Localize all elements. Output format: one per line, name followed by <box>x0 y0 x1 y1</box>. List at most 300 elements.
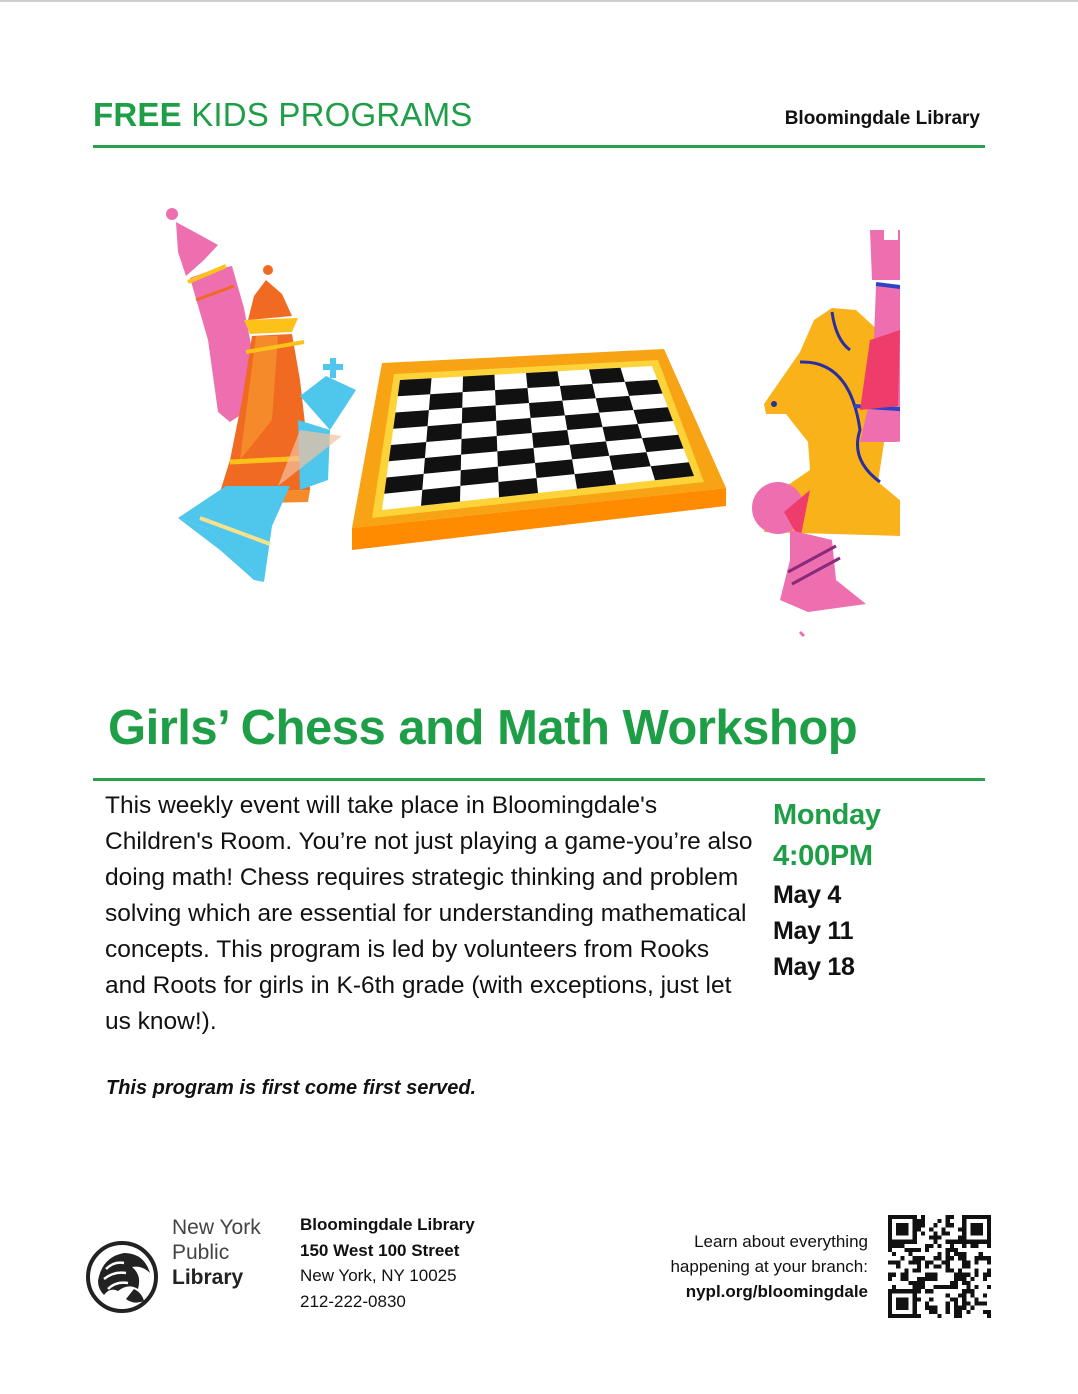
qr-module <box>896 1223 900 1227</box>
qr-module <box>925 1277 929 1281</box>
qr-module <box>888 1297 892 1301</box>
qr-module <box>933 1273 937 1277</box>
qr-module <box>913 1219 917 1223</box>
qr-module <box>909 1314 913 1318</box>
qr-module <box>909 1289 913 1293</box>
qr-code-icon[interactable] <box>888 1215 991 1318</box>
board-square <box>398 378 432 396</box>
qr-module <box>888 1240 892 1244</box>
qr-module <box>888 1215 892 1219</box>
qr-module <box>987 1269 991 1273</box>
qr-module <box>946 1302 950 1306</box>
qr-module <box>913 1248 917 1252</box>
qr-module <box>962 1231 966 1235</box>
qr-module <box>946 1293 950 1297</box>
qr-module <box>921 1231 925 1235</box>
logo-line: New York <box>172 1216 261 1239</box>
qr-module <box>979 1240 983 1244</box>
event-title: Girls’ Chess and Math Workshop <box>108 701 858 755</box>
qr-module <box>975 1223 979 1227</box>
qr-module <box>962 1277 966 1281</box>
qr-module <box>966 1215 970 1219</box>
qr-module <box>917 1277 921 1281</box>
qr-module <box>937 1252 941 1256</box>
qr-module <box>917 1264 921 1268</box>
learn-line: Learn about everything <box>694 1232 868 1251</box>
qr-module <box>904 1227 908 1231</box>
qr-module <box>950 1281 954 1285</box>
qr-module <box>946 1231 950 1235</box>
qr-module <box>954 1252 958 1256</box>
qr-module <box>933 1240 937 1244</box>
qr-module <box>954 1302 958 1306</box>
qr-module <box>933 1277 937 1281</box>
qr-module <box>962 1252 966 1256</box>
qr-module <box>896 1244 900 1248</box>
qr-module <box>900 1256 904 1260</box>
qr-module <box>987 1260 991 1264</box>
qr-module <box>929 1244 933 1248</box>
qr-module <box>917 1219 921 1223</box>
schedule-dates <box>773 877 973 985</box>
event-note: This program is first come first served. <box>106 1077 477 1099</box>
qr-module <box>954 1248 958 1252</box>
qr-module <box>946 1260 950 1264</box>
board-square <box>633 407 673 424</box>
board-square <box>589 368 625 384</box>
qr-module <box>909 1215 913 1219</box>
qr-module <box>966 1273 970 1277</box>
qr-module <box>921 1256 925 1260</box>
qr-module <box>970 1231 974 1235</box>
qr-module <box>929 1297 933 1301</box>
qr-module <box>962 1236 966 1240</box>
qr-module <box>975 1285 979 1289</box>
qr-module <box>970 1240 974 1244</box>
qr-module <box>970 1215 974 1219</box>
qr-module <box>896 1289 900 1293</box>
qr-module <box>970 1293 974 1297</box>
address-city: New York, NY 10025 <box>300 1266 457 1285</box>
qr-module <box>942 1231 946 1235</box>
qr-module <box>896 1227 900 1231</box>
qr-module <box>937 1285 941 1289</box>
qr-module <box>970 1289 974 1293</box>
qr-module <box>946 1240 950 1244</box>
qr-module <box>933 1306 937 1310</box>
qr-module <box>917 1285 921 1289</box>
schedule <box>773 795 973 985</box>
qr-module <box>966 1302 970 1306</box>
qr-module <box>929 1236 933 1240</box>
qr-module <box>966 1289 970 1293</box>
schedule-date: May 18 <box>773 953 855 981</box>
qr-module <box>966 1281 970 1285</box>
qr-module <box>888 1277 892 1281</box>
qr-module <box>913 1260 917 1264</box>
qr-module <box>962 1293 966 1297</box>
qr-module <box>888 1248 892 1252</box>
qr-module <box>987 1227 991 1231</box>
qr-module <box>892 1314 896 1318</box>
qr-module <box>913 1215 917 1219</box>
qr-module <box>979 1227 983 1231</box>
qr-module <box>937 1244 941 1248</box>
qr-module <box>970 1227 974 1231</box>
qr-module <box>913 1289 917 1293</box>
qr-module <box>888 1227 892 1231</box>
schedule-day: Monday <box>773 799 881 831</box>
qr-module <box>909 1260 913 1264</box>
qr-module <box>987 1285 991 1289</box>
qr-module <box>958 1273 962 1277</box>
qr-module <box>958 1256 962 1260</box>
qr-module <box>975 1273 979 1277</box>
qr-module <box>900 1244 904 1248</box>
qr-module <box>975 1244 979 1248</box>
qr-module <box>925 1306 929 1310</box>
qr-module <box>913 1281 917 1285</box>
qr-module <box>913 1236 917 1240</box>
qr-module <box>900 1289 904 1293</box>
qr-module <box>954 1277 958 1281</box>
qr-module <box>958 1236 962 1240</box>
header-free: FREE <box>93 96 182 133</box>
qr-module <box>909 1252 913 1256</box>
qr-module <box>917 1248 921 1252</box>
qr-module <box>925 1248 929 1252</box>
qr-module <box>888 1314 892 1318</box>
board-square <box>462 405 496 423</box>
qr-module <box>933 1223 937 1227</box>
qr-module <box>892 1285 896 1289</box>
qr-module <box>913 1297 917 1301</box>
qr-module <box>896 1306 900 1310</box>
qr-module <box>929 1273 933 1277</box>
qr-module <box>946 1285 950 1289</box>
qr-module <box>925 1264 929 1268</box>
qr-module <box>896 1264 900 1268</box>
qr-module <box>917 1269 921 1273</box>
qr-module <box>888 1293 892 1297</box>
qr-module <box>929 1306 933 1310</box>
qr-module <box>962 1215 966 1219</box>
branch-link[interactable]: nypl.org/bloomingdale <box>685 1282 868 1301</box>
qr-module <box>900 1314 904 1318</box>
branch-address <box>300 1212 475 1314</box>
qr-module <box>896 1240 900 1244</box>
qr-module <box>962 1260 966 1264</box>
qr-module <box>954 1273 958 1277</box>
board-square <box>596 396 634 413</box>
qr-module <box>966 1285 970 1289</box>
board-square <box>625 380 663 396</box>
qr-module <box>954 1314 958 1318</box>
qr-module <box>954 1306 958 1310</box>
qr-module <box>958 1293 962 1297</box>
qr-module <box>937 1236 941 1240</box>
qr-module <box>904 1231 908 1235</box>
qr-module <box>900 1215 904 1219</box>
qr-module <box>896 1260 900 1264</box>
qr-module <box>929 1289 933 1293</box>
qr-module <box>983 1277 987 1281</box>
board-square <box>529 401 565 418</box>
header-programs: KIDS PROGRAMS <box>191 96 473 133</box>
qr-module <box>933 1236 937 1240</box>
board-square <box>560 384 596 401</box>
qr-module <box>917 1223 921 1227</box>
board-square <box>496 418 532 436</box>
qr-module <box>962 1256 966 1260</box>
qr-module <box>958 1240 962 1244</box>
qr-module <box>970 1306 974 1310</box>
board-square <box>495 388 529 405</box>
qr-module <box>958 1277 962 1281</box>
qr-module <box>933 1256 937 1260</box>
qr-module <box>962 1281 966 1285</box>
header <box>93 96 985 146</box>
qr-module <box>975 1240 979 1244</box>
qr-module <box>942 1285 946 1289</box>
qr-module <box>975 1302 979 1306</box>
qr-module <box>987 1256 991 1260</box>
qr-module <box>917 1314 921 1318</box>
board-square <box>393 410 429 429</box>
qr-module <box>975 1215 979 1219</box>
qr-module <box>954 1281 958 1285</box>
board-square <box>426 423 462 442</box>
qr-module <box>892 1260 896 1264</box>
logo-line: Public <box>172 1241 230 1264</box>
qr-module <box>983 1302 987 1306</box>
qr-module <box>937 1264 941 1268</box>
qr-module <box>950 1244 954 1248</box>
qr-module <box>987 1244 991 1248</box>
qr-module <box>888 1306 892 1310</box>
board-square <box>565 413 603 430</box>
qr-module <box>962 1227 966 1231</box>
qr-module <box>900 1302 904 1306</box>
qr-module <box>921 1215 925 1219</box>
qr-module <box>946 1252 950 1256</box>
qr-module <box>962 1244 966 1248</box>
qr-module <box>946 1256 950 1260</box>
event-description: This weekly event will take place in Bloomingdale's Children's Room. You’re not just playing a game-you’re also doing math! Chess requires strategic thinking and problem solving which are essential for understanding mathematical concepts. This program is led by volunteers from Rooks and Roots for girls in K-6th grade (with exceptions, just let us know!). <box>105 792 753 1035</box>
qr-module <box>975 1297 979 1301</box>
qr-module <box>946 1310 950 1314</box>
qr-module <box>913 1256 917 1260</box>
qr-module <box>958 1314 962 1318</box>
qr-module <box>913 1269 917 1273</box>
qr-module <box>900 1277 904 1281</box>
qr-module <box>958 1310 962 1314</box>
qr-module <box>925 1244 929 1248</box>
qr-module <box>917 1256 921 1260</box>
qr-module <box>950 1223 954 1227</box>
qr-module <box>954 1240 958 1244</box>
qr-module <box>913 1302 917 1306</box>
qr-module <box>975 1231 979 1235</box>
qr-module <box>966 1310 970 1314</box>
qr-module <box>904 1277 908 1281</box>
qr-module <box>925 1302 929 1306</box>
qr-module <box>933 1231 937 1235</box>
qr-module <box>979 1252 983 1256</box>
board-square <box>463 375 495 392</box>
qr-module <box>979 1302 983 1306</box>
qr-module <box>946 1248 950 1252</box>
qr-module <box>900 1297 904 1301</box>
qr-module <box>913 1227 917 1231</box>
qr-module <box>958 1306 962 1310</box>
chess-pieces-illustration <box>160 200 900 640</box>
qr-module <box>962 1223 966 1227</box>
qr-module <box>946 1269 950 1273</box>
qr-module <box>962 1302 966 1306</box>
qr-module <box>909 1281 913 1285</box>
qr-module <box>917 1281 921 1285</box>
qr-module <box>896 1314 900 1318</box>
qr-module <box>937 1314 941 1318</box>
qr-module <box>962 1289 966 1293</box>
schedule-time: 4:00PM <box>773 840 873 872</box>
qr-module <box>946 1306 950 1310</box>
top-border <box>0 0 1078 2</box>
qr-module <box>900 1273 904 1277</box>
qr-module <box>917 1260 921 1264</box>
qr-module <box>900 1231 904 1235</box>
learn-line: happening at your branch: <box>670 1257 868 1276</box>
qr-module <box>896 1297 900 1301</box>
qr-module <box>966 1240 970 1244</box>
header-rule <box>93 145 985 148</box>
qr-module <box>888 1223 892 1227</box>
schedule-date: May 4 <box>773 881 841 909</box>
logo-line: Library <box>172 1266 244 1289</box>
qr-module <box>913 1240 917 1244</box>
qr-module <box>921 1281 925 1285</box>
qr-module <box>933 1310 937 1314</box>
header-branch: Bloomingdale Library <box>784 108 980 129</box>
qr-module <box>921 1277 925 1281</box>
qr-module <box>904 1269 908 1273</box>
qr-module <box>962 1219 966 1223</box>
qr-module <box>933 1264 937 1268</box>
qr-module <box>970 1277 974 1281</box>
lion-icon <box>84 1239 164 1319</box>
qr-module <box>950 1240 954 1244</box>
qr-module <box>888 1260 892 1264</box>
board-square <box>429 392 463 410</box>
qr-module <box>929 1260 933 1264</box>
qr-module <box>904 1248 908 1252</box>
qr-module <box>917 1227 921 1231</box>
header-title <box>93 96 473 134</box>
qr-module <box>904 1273 908 1277</box>
qr-module <box>962 1264 966 1268</box>
qr-module <box>970 1223 974 1227</box>
qr-module <box>900 1223 904 1227</box>
title-rule <box>93 778 985 781</box>
qr-module <box>942 1227 946 1231</box>
qr-module <box>892 1252 896 1256</box>
qr-module <box>921 1223 925 1227</box>
qr-module <box>933 1285 937 1289</box>
qr-module <box>892 1289 896 1293</box>
qr-module <box>983 1293 987 1297</box>
qr-module <box>888 1302 892 1306</box>
qr-module <box>913 1310 917 1314</box>
qr-module <box>979 1223 983 1227</box>
qr-module <box>979 1231 983 1235</box>
qr-module <box>987 1223 991 1227</box>
qr-module <box>913 1285 917 1289</box>
qr-module <box>987 1240 991 1244</box>
qr-module <box>946 1215 950 1219</box>
address-street: 150 West 100 Street <box>300 1240 460 1260</box>
qr-module <box>983 1256 987 1260</box>
qr-module <box>913 1223 917 1227</box>
qr-module <box>913 1306 917 1310</box>
qr-module <box>921 1285 925 1289</box>
learn-more <box>670 1229 868 1304</box>
qr-module <box>904 1314 908 1318</box>
qr-module <box>950 1285 954 1289</box>
qr-module <box>962 1306 966 1310</box>
qr-module <box>909 1240 913 1244</box>
qr-module <box>896 1231 900 1235</box>
qr-module <box>904 1223 908 1227</box>
qr-module <box>954 1310 958 1314</box>
qr-module <box>950 1269 954 1273</box>
qr-module <box>937 1219 941 1223</box>
qr-module <box>987 1273 991 1277</box>
qr-module <box>892 1215 896 1219</box>
qr-module <box>987 1310 991 1314</box>
qr-module <box>987 1219 991 1223</box>
qr-module <box>987 1231 991 1235</box>
qr-module <box>904 1215 908 1219</box>
chess-board <box>352 349 726 550</box>
qr-module <box>921 1219 925 1223</box>
qr-module <box>966 1260 970 1264</box>
qr-module <box>888 1244 892 1248</box>
board-square <box>526 371 560 388</box>
qr-module <box>888 1289 892 1293</box>
address-phone: 212-222-0830 <box>300 1291 406 1311</box>
qr-module <box>983 1310 987 1314</box>
qr-module <box>896 1302 900 1306</box>
qr-module <box>958 1252 962 1256</box>
qr-module <box>954 1285 958 1289</box>
qr-module <box>929 1310 933 1314</box>
qr-module <box>925 1289 929 1293</box>
qr-module <box>987 1215 991 1219</box>
nypl-logo <box>84 1215 274 1325</box>
qr-module <box>958 1227 962 1231</box>
qr-module <box>983 1215 987 1219</box>
qr-module <box>946 1219 950 1223</box>
qr-module <box>975 1260 979 1264</box>
qr-module <box>900 1306 904 1310</box>
qr-module <box>929 1277 933 1281</box>
qr-module <box>925 1260 929 1264</box>
qr-module <box>987 1314 991 1318</box>
qr-module <box>946 1223 950 1227</box>
qr-module <box>904 1297 908 1301</box>
qr-module <box>913 1314 917 1318</box>
